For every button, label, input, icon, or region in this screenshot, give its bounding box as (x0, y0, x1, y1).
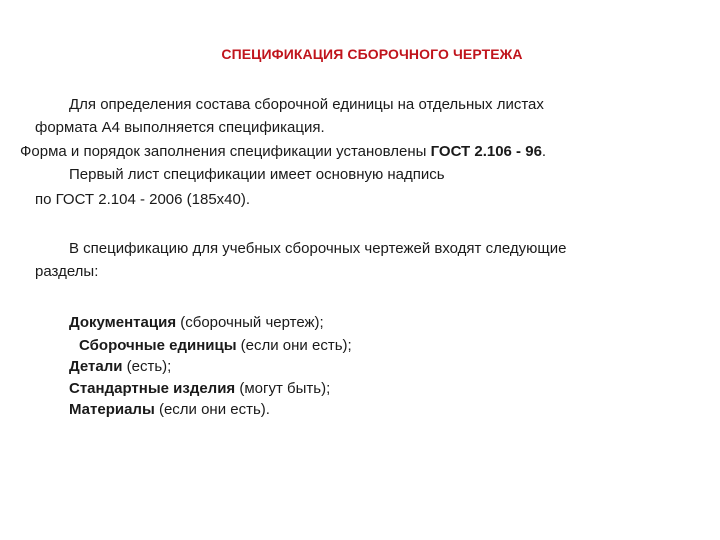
section-name: Документация (69, 314, 177, 331)
section-note: (есть); (122, 358, 172, 375)
section-name: Детали (69, 358, 123, 375)
paragraph-4-line-1: В спецификацию для учебных сборочных чертежей входят следующие (69, 240, 567, 257)
section-name: Стандартные изделия (69, 380, 236, 397)
section-note: (могут быть); (235, 380, 331, 397)
section-note: (если они есть); (236, 337, 352, 354)
paragraph-3-line-1: Первый лист спецификации имеет основную надпись (69, 166, 445, 183)
section-note: (сборочный чертеж); (176, 314, 324, 331)
section-item (69, 314, 324, 332)
paragraph-2-suffix: . (541, 143, 547, 160)
paragraph-2 (20, 143, 546, 161)
section-item (69, 401, 270, 419)
page-title: СПЕЦИФИКАЦИЯ СБОРОЧНОГО ЧЕРТЕЖА (221, 46, 523, 62)
gost-standard: ГОСТ 2.106 - 96 (430, 143, 542, 160)
section-item (69, 380, 330, 398)
paragraph-1-line-1: Для определения состава сборочной единицы на отдельных листах (69, 96, 544, 113)
paragraph-1-line-2: формата А4 выполняется спецификация. (35, 119, 325, 136)
section-name: Сборочные единицы (79, 337, 237, 354)
paragraph-3-line-2: по ГОСТ 2.104 - 2006 (185х40). (35, 191, 251, 208)
section-name: Материалы (69, 401, 155, 418)
paragraph-4-line-2: разделы: (35, 263, 99, 280)
section-item (79, 337, 352, 355)
paragraph-2-prefix: Форма и порядок заполнения спецификации установлены (20, 143, 431, 160)
section-note: (если они есть). (154, 401, 270, 418)
section-item (69, 358, 171, 376)
